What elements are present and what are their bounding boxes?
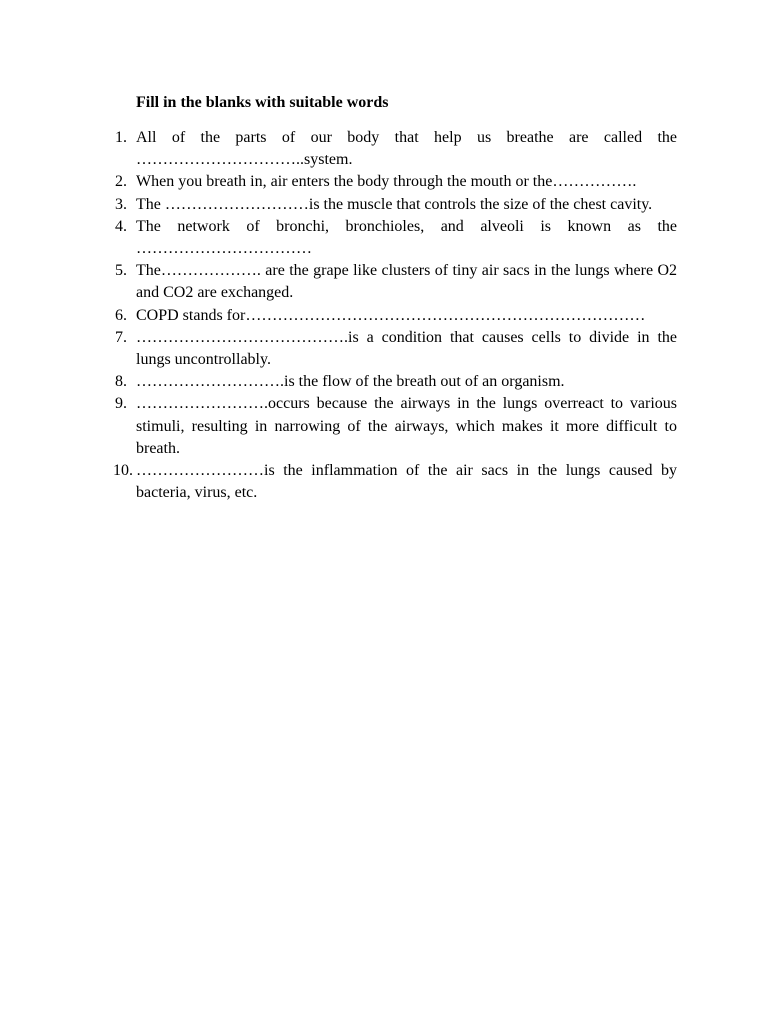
question-item (0, 127, 677, 171)
question-text: …………………….occurs because the airways in the lungs overreact to various stimuli, resulting in narrowing of the airways, which makes it more difficult to breath. (136, 395, 677, 457)
question-item (0, 327, 677, 371)
question-number: 6. (115, 306, 127, 324)
question-text: The network of bronchi, bronchioles, and alveoli is known as the …………………………… (136, 217, 677, 258)
question-text: ………………………………….is a condition that causes cells to divide in the lungs uncontrollably. (136, 328, 677, 369)
question-number: 8. (115, 373, 127, 391)
question-number: 5. (115, 262, 127, 280)
question-text: ……………………….is the flow of the breath out of an organism. (136, 373, 565, 391)
question-item (0, 171, 677, 193)
question-number: 9. (115, 395, 127, 413)
question-number: 3. (115, 195, 127, 213)
question-number: 1. (115, 129, 127, 146)
question-number: 7. (115, 328, 127, 346)
question-item (0, 460, 677, 504)
question-text: The………………. are the grape like clusters of tiny air sacs in the lungs where O2 and CO2 are exchanged. (136, 262, 677, 302)
question-text: The ………………………is the muscle that controls the size of the chest cavity. (136, 195, 653, 213)
question-list (0, 127, 768, 504)
question-text: When you breath in, air enters the body through the mouth or the……………. (136, 173, 637, 191)
question-number: 4. (115, 217, 127, 235)
question-number: 10. (113, 462, 133, 480)
question-text: ……………………is the inflammation of the air sacs in the lungs caused by bacteria, virus, etc. (136, 462, 677, 502)
question-item (0, 371, 677, 393)
question-item (0, 216, 677, 260)
question-item (0, 393, 677, 460)
question-number: 2. (115, 173, 127, 191)
question-item (0, 194, 677, 216)
question-text: COPD stands for………………………………………………………………… (136, 306, 646, 324)
question-item (0, 305, 677, 327)
worksheet-heading: Fill in the blanks with suitable words (136, 94, 389, 111)
question-item (0, 260, 677, 304)
question-text: All of the parts of our body that help us breathe are called the …………………………..system. (136, 129, 677, 169)
